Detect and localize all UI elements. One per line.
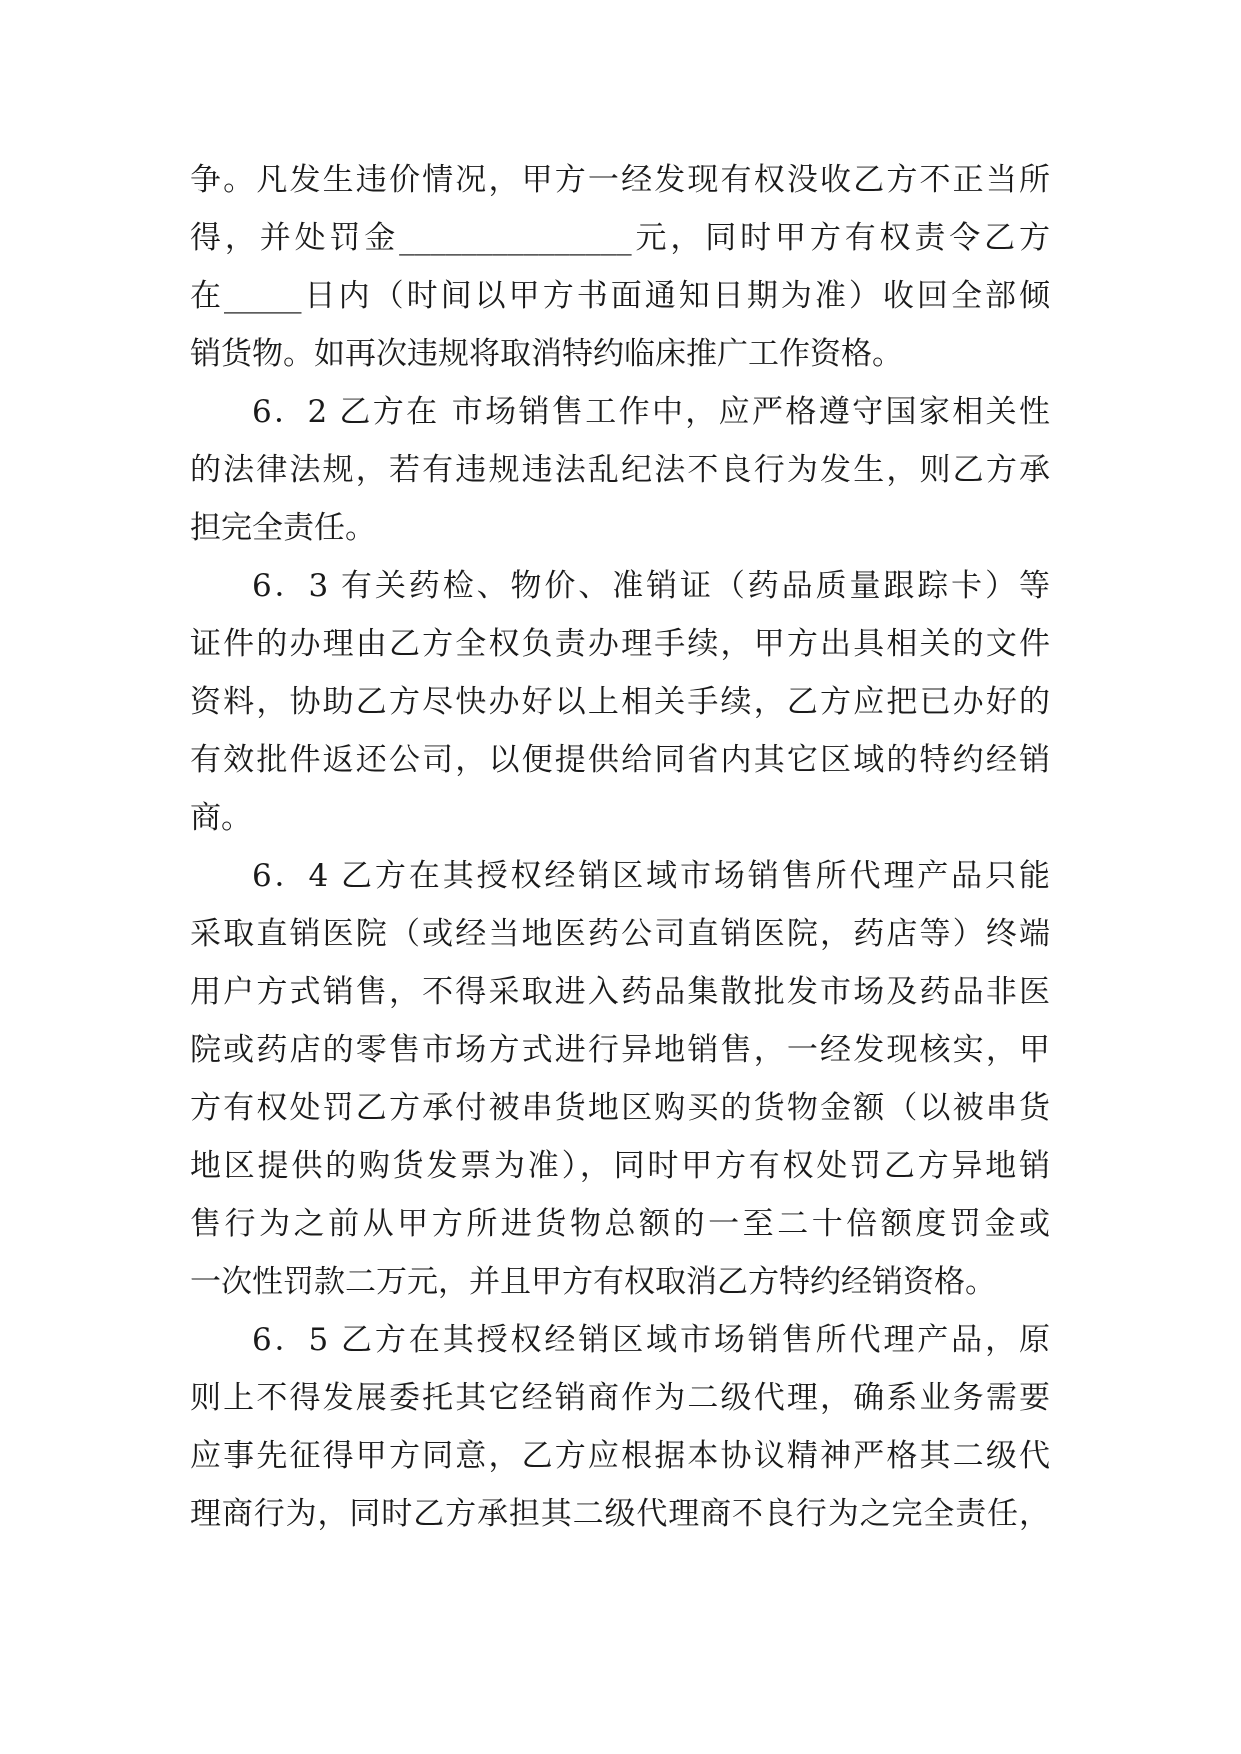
text-line: 院或药店的零售市场方式进行异地销售，一经发现核实，甲 [190,1032,1050,1068]
text-line: 担完全责任。 [190,510,376,546]
clause-6-2-start: 6．2 乙方在 市场销售工作中，应严格遵守国家相关性 [252,394,1050,430]
text-line: 有效批件返还公司，以便提供给同省内其它区域的特约经销 [190,742,1050,778]
text-line: 用户方式销售，不得采取进入药品集散批发市场及药品非医 [190,974,1050,1010]
text-line: 一次性罚款二万元，并且甲方有权取消乙方特约经销资格。 [190,1264,996,1300]
text-line: 采取直销医院（或经当地医药公司直销医院，药店等）终端 [190,916,1050,952]
text-line: 资料，协助乙方尽快办好以上相关手续，乙方应把已办好的 [190,684,1050,720]
text-line: 销货物。如再次违规将取消特约临床推广工作资格。 [190,336,903,372]
text-line: 在_____日内（时间以甲方书面通知日期为准）收回全部倾 [190,278,1050,314]
text-line: 争。凡发生违价情况，甲方一经发现有权没收乙方不正当所 [190,162,1050,198]
text-line: 商。 [190,800,252,836]
text-line: 则上不得发展委托其它经销商作为二级代理，确系业务需要 [190,1380,1050,1416]
clause-6-3-start: 6．3 有关药检、物价、准销证（药品质量跟踪卡）等 [252,568,1050,604]
clause-6-4-start: 6．4 乙方在其授权经销区域市场销售所代理产品只能 [252,858,1050,894]
text-line: 售行为之前从甲方所进货物总额的一至二十倍额度罚金或 [190,1206,1050,1242]
clause-6-5-start: 6．5 乙方在其授权经销区域市场销售所代理产品，原 [252,1322,1050,1358]
text-line: 方有权处罚乙方承付被串货地区购买的货物金额（以被串货 [190,1090,1050,1126]
text-line: 理商行为，同时乙方承担其二级代理商不良行为之完全责任， [190,1496,1050,1532]
text-line: 得，并处罚金_______________元，同时甲方有权责令乙方 [190,220,1050,256]
text-line: 应事先征得甲方同意，乙方应根据本协议精神严格其二级代 [190,1438,1050,1474]
text-line: 证件的办理由乙方全权负责办理手续，甲方出具相关的文件 [190,626,1050,662]
text-line: 地区提供的购货发票为准），同时甲方有权处罚乙方异地销 [190,1148,1050,1184]
text-line: 的法律法规，若有违规违法乱纪法不良行为发生，则乙方承 [190,452,1050,488]
